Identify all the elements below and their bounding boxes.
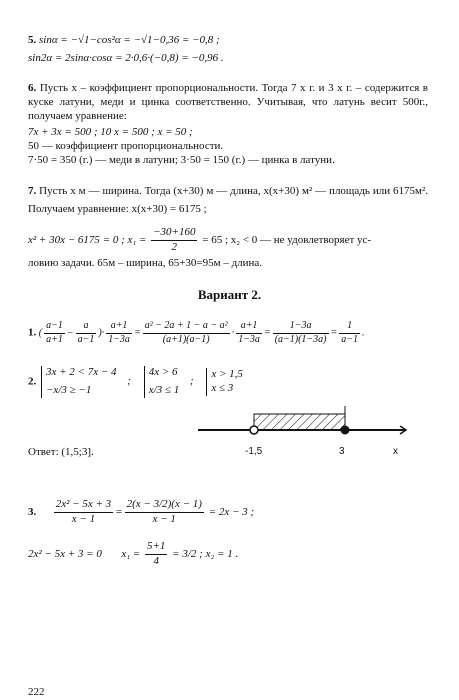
problem-5-number: 5. — [28, 34, 37, 46]
task-1-frac-3 — [106, 320, 132, 346]
problem-7-conclusion: ловию задачи. 65м – ширина, 65+30=95м – длина. — [28, 257, 263, 269]
task-1-frac-1-den: a+1 — [46, 333, 63, 345]
task-2-system-2 — [144, 366, 179, 398]
task-3-right-num: 2(x − 3/2)(x − 1) — [125, 498, 204, 513]
task-2-system-3-line-1: x > 1,5 — [211, 368, 243, 380]
task-3-right-den: x − 1 — [152, 512, 176, 525]
task-1-frac-6-den: (a−1)(1−3a) — [274, 333, 327, 345]
task-1-number: 1. — [28, 326, 37, 339]
task-3-equation: 2x² − 5x + 3 = 0 — [28, 547, 102, 560]
task-3-x1-result: = 3/2 ; x₂ = 1 . — [172, 547, 239, 560]
problem-7-root-denominator: 2 — [171, 240, 178, 253]
task-1-frac-7-den: a−1 — [341, 333, 359, 345]
problem-6-statement: Пусть x – коэффициент пропорциональности. Тогда 7 x г. и 3 x г. – содержится в куске латуни, меди и цинка соответственно. Учитывая, что латунь весит 500г., получаем уравнение: — [28, 82, 429, 122]
task-3-roots — [28, 540, 238, 569]
open-point — [250, 426, 258, 434]
problem-7-eq-part-1: x² + 30x − 6175 = 0 ; x₁ = — [28, 233, 147, 246]
task-1-frac-6 — [273, 320, 329, 346]
task-1-frac-3-num: a+1 — [106, 320, 132, 334]
task-1-frac-5-num: a+1 — [236, 320, 262, 334]
task-1-frac-5-den: 1−3a — [238, 333, 260, 345]
task-1-frac-1 — [44, 320, 65, 346]
problem-7-statement: Пусть x м — ширина. Тогда (x+30) м — длина, x(x+30) м² — площадь или 6175м². Получаем уравнение: x(x+30) = 6175 ; — [28, 185, 429, 215]
task-3-x1-num: 5+1 — [145, 540, 167, 555]
task-2-systems: 2. 3x + 2 < 7x − 4 −x/3 ≥ −1 ; 4x > 6 x/3 ≤ 1 ; x > 1,5 x ≤ 3 — [28, 366, 243, 396]
task-3-expression: 3. $\frac{\text{2x² − 5x + 3}}{x - 1}$ = $\frac{2(x - 3/2)(x - 1)}{x - 1}$ = 2x − 3 ; — [28, 498, 255, 525]
task-1-frac-6-num: 1−3a — [273, 320, 329, 334]
number-line-diagram — [180, 402, 420, 462]
problem-7-solution-line — [28, 226, 371, 255]
task-1-frac-4 — [143, 320, 230, 346]
problem-7-text — [28, 183, 428, 218]
task-2-system-3 — [206, 368, 243, 396]
task-2-system-1 — [41, 366, 117, 398]
task-1-frac-7 — [339, 320, 360, 346]
page-number: 222 — [28, 686, 45, 698]
task-3-left-num: 2x² − 5x + 3 — [54, 498, 113, 513]
task-2-system-1-line-1: 3x + 2 < 7x − 4 — [46, 366, 117, 378]
task-2-system-1-line-2: −x/3 ≥ −1 — [46, 383, 92, 396]
task-3-x1-den: 4 — [153, 554, 159, 567]
problem-6-number: 6. — [28, 82, 37, 94]
problem-5-equation-2: sin2α = 2sinα·cosα = 2·0,6·(−0,8) = −0,96 . — [28, 52, 224, 64]
problem-6-line-3: 50 — коэффициент пропорциональности. — [28, 140, 224, 152]
task-1-frac-1-num: a−1 — [44, 320, 65, 334]
problem-7-eq-part-2: = 65 ; x₂ < 0 — не удовлетворяет ус- — [202, 233, 372, 246]
task-1-frac-7-num: 1 — [339, 320, 360, 334]
solution-interval-hatch — [254, 414, 345, 430]
task-1-frac-2 — [76, 320, 97, 346]
task-2-system-2-line-2: x/3 ≤ 1 — [148, 383, 180, 396]
problem-6-text — [28, 82, 428, 123]
task-2-number: 2. — [28, 375, 37, 388]
axis-label-b: 3 — [339, 446, 345, 457]
task-1-frac-2-num: a — [76, 320, 97, 334]
task-2-answer: Ответ: (1,5;3]. — [28, 446, 94, 458]
task-3-left-fraction — [54, 498, 113, 527]
axis-label-x: x — [393, 446, 398, 457]
problem-6-line-4: 7·50 = 350 (г.) — меди в латуни; 3·50 = 150 (г.) — цинка в латуни. — [28, 154, 335, 166]
task-3-result: = 2x − 3 ; — [208, 505, 255, 518]
closed-point — [341, 426, 350, 435]
task-1-frac-2-den: a−1 — [77, 333, 95, 345]
task-3-right-fraction — [125, 498, 204, 527]
problem-7-root-numerator: −30+160 — [151, 226, 197, 241]
task-1-expression: 1. ( $\frac{a-1}{a+1}$ − $\frac{a}{a-1}$ )· $\frac{a+1}{1-3a}$ = $\frac{\text{a² − 2a + 1 − a − a²}}{(a+1)(a-1)}$ · $\frac{a+1}{1-3a}$ = $\frac{1-3a}{(a-1)(1-3a)}$ = $\frac{1}{a-1}$ . — [28, 320, 365, 345]
variant-heading: Вариант 2. — [197, 287, 262, 302]
task-2-system-3-line-2: x ≤ 3 — [211, 381, 234, 394]
task-1-frac-5 — [236, 320, 262, 346]
task-3-x1-label: x₁ = — [121, 547, 141, 560]
task-1-frac-3-den: 1−3a — [108, 333, 130, 345]
problem-7-root-fraction — [151, 226, 197, 255]
task-2-system-2-line-1: 4x > 6 — [148, 366, 178, 378]
task-3-x1-fraction — [145, 540, 167, 569]
task-3-number: 3. — [28, 505, 37, 518]
problem-6-equation: 7x + 3x = 500 ; 10 x = 500 ; x = 50 ; — [28, 126, 193, 138]
task-1-frac-4-num: a² − 2a + 1 − a − a² — [143, 320, 230, 334]
problem-5-equation-1: sinα = −√1−cos²α = −√1−0,36 = −0,8 ; — [39, 34, 220, 46]
axis-label-a: -1,5 — [245, 446, 263, 457]
problem-7-number: 7. — [28, 185, 37, 197]
task-1-frac-4-den: (a+1)(a−1) — [162, 333, 210, 345]
problem-5-line-1 — [28, 34, 220, 48]
task-3-left-den: x − 1 — [71, 512, 96, 525]
